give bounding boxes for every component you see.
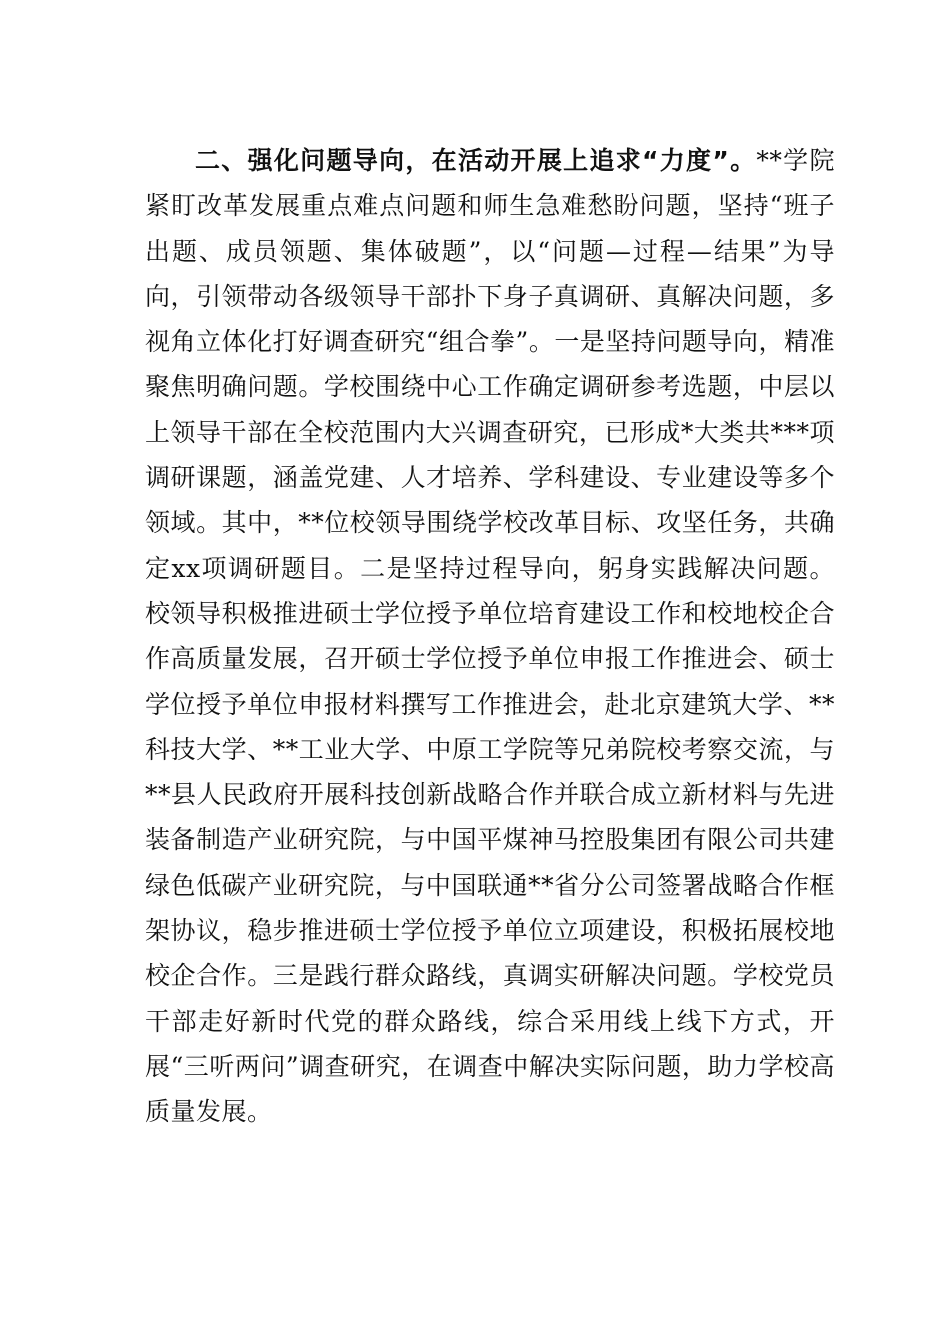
paragraph-text: **学院紧盯改革发展重点难点问题和师生急难愁盼问题，坚持“班子出题、成员领题、集体破题”，以“问题—过程—结果”为导向，引领带动各级领导干部扑下身子真调研、真解决问题，多视角立体化打好调查研究“组合拳”。一是坚持问题导向，精准聚焦明确问题。学校围绕中心工作确定调研参考选题，中层以上领导干部在全校范围内大兴调查研究，已形成*大类共***项调研课题，涵盖党建、人才培养、学科建设、专业建设等多个领域。其中，**位校领导围绕学校改革目标、攻坚任务，共确定xx项调研题目。二是坚持过程导向，躬身实践解决问题。校领导积极推进硕士学位授予单位培育建设工作和校地校企合作高质量发展，召开硕士学位授予单位申报工作推进会、硕士学位授予单位申报材料撰写工作推进会，赴北京建筑大学、**科技大学、**工业大学、中原工学院等兄弟院校考察交流，与**县人民政府开展科技创新战略合作并联合成立新材料与先进装备制造产业研究院，与中国平煤神马控股集团有限公司共建绿色低碳产业研究院，与中国联通**省分公司签署战略合作框架协议，稳步推进硕士学位授予单位立项建设，积极拓展校地校企合作。三是践行群众路线，真调实研解决问题。学校党员干部走好新时代党的群众路线，综合采用线上线下方式，开展“三听两问”调查研究，在调查中解决实际问题，助力学校高质量发展。 bbox=[145, 146, 835, 1127]
body-paragraph bbox=[145, 138, 835, 1135]
section-heading: 二、强化问题导向，在活动开展上追求“力度”。 bbox=[195, 146, 757, 175]
